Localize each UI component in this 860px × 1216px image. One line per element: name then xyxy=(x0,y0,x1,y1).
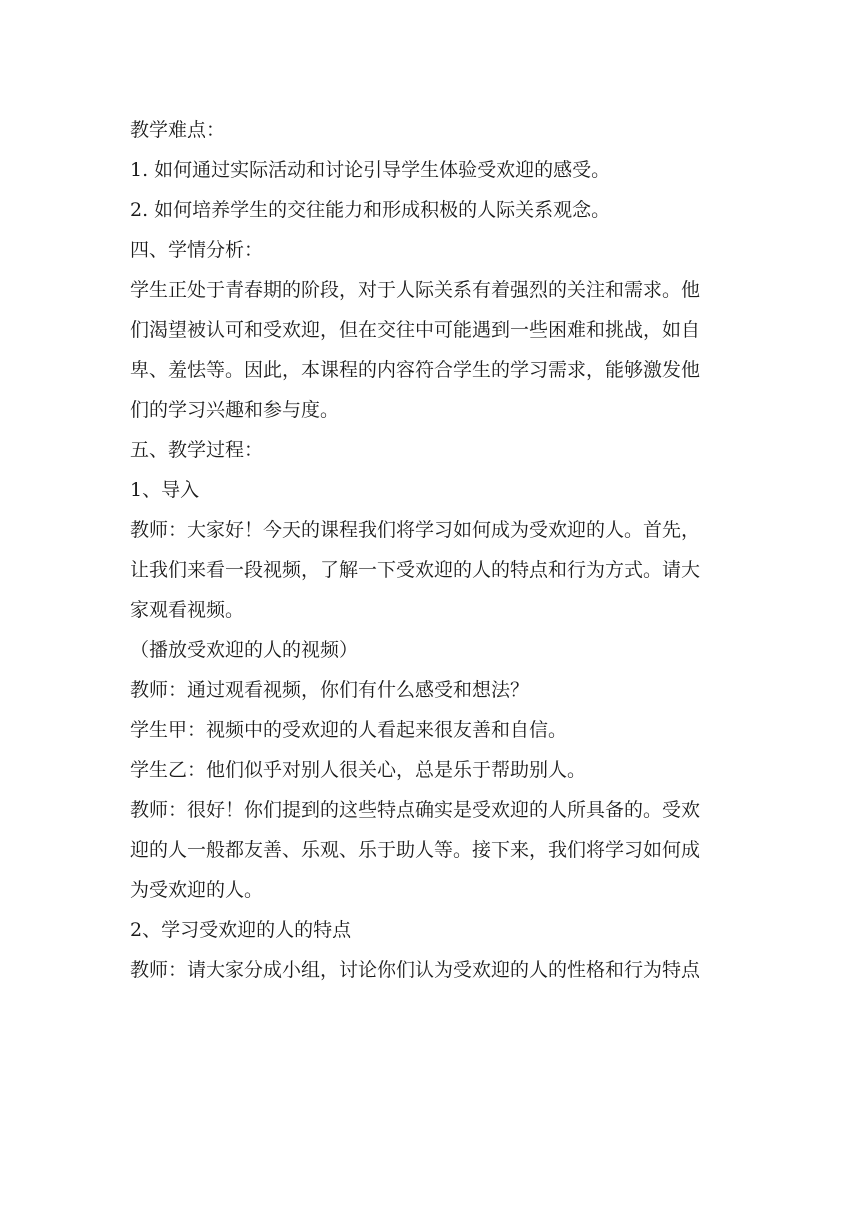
dialogue-line: 学生甲：视频中的受欢迎的人看起来很友善和自信。 xyxy=(130,719,568,741)
heading-student-analysis: 四、学情分析： xyxy=(130,239,264,261)
subheading-introduction: 1、导入 xyxy=(130,479,200,501)
list-item-difficulty-2: 2. 如何培养学生的交往能力和形成积极的人际关系观念。 xyxy=(130,199,611,221)
dialogue-line: 教师：通过观看视频，你们有什么感受和想法？ xyxy=(130,679,530,701)
list-item-difficulty-1: 1. 如何通过实际活动和讨论引导学生体验受欢迎的感受。 xyxy=(130,159,611,181)
paragraph-line: 教师：很好！你们提到的这些特点确实是受欢迎的人所具备的。受欢 xyxy=(130,799,701,821)
subheading-learn-traits: 2、学习受欢迎的人的特点 xyxy=(130,919,352,941)
paragraph-line: 卑、羞怯等。因此，本课程的内容符合学生的学习需求，能够激发他 xyxy=(130,359,701,381)
paragraph-line: 迎的人一般都友善、乐观、乐于助人等。接下来，我们将学习如何成 xyxy=(130,839,701,861)
paragraph-line: 让我们来看一段视频，了解一下受欢迎的人的特点和行为方式。请大 xyxy=(130,559,701,581)
paragraph-line: 教师：请大家分成小组，讨论你们认为受欢迎的人的性格和行为特点 xyxy=(130,959,701,981)
document-body xyxy=(130,110,730,990)
stage-direction: （播放受欢迎的人的视频） xyxy=(130,639,359,661)
heading-teaching-difficulties: 教学难点： xyxy=(130,119,226,141)
paragraph-line: 家观看视频。 xyxy=(130,599,245,621)
paragraph-line: 们渴望被认可和受欢迎，但在交往中可能遇到一些困难和挑战，如自 xyxy=(130,319,701,341)
paragraph-line: 学生正处于青春期的阶段，对于人际关系有着强烈的关注和需求。他 xyxy=(130,279,701,301)
dialogue-line: 学生乙：他们似乎对别人很关心，总是乐于帮助别人。 xyxy=(130,759,587,781)
heading-teaching-process: 五、教学过程： xyxy=(130,439,264,461)
paragraph-line: 们的学习兴趣和参与度。 xyxy=(130,399,340,421)
paragraph-line: 为受欢迎的人。 xyxy=(130,879,264,901)
paragraph-line: 教师：大家好！今天的课程我们将学习如何成为受欢迎的人。首先， xyxy=(130,519,701,541)
